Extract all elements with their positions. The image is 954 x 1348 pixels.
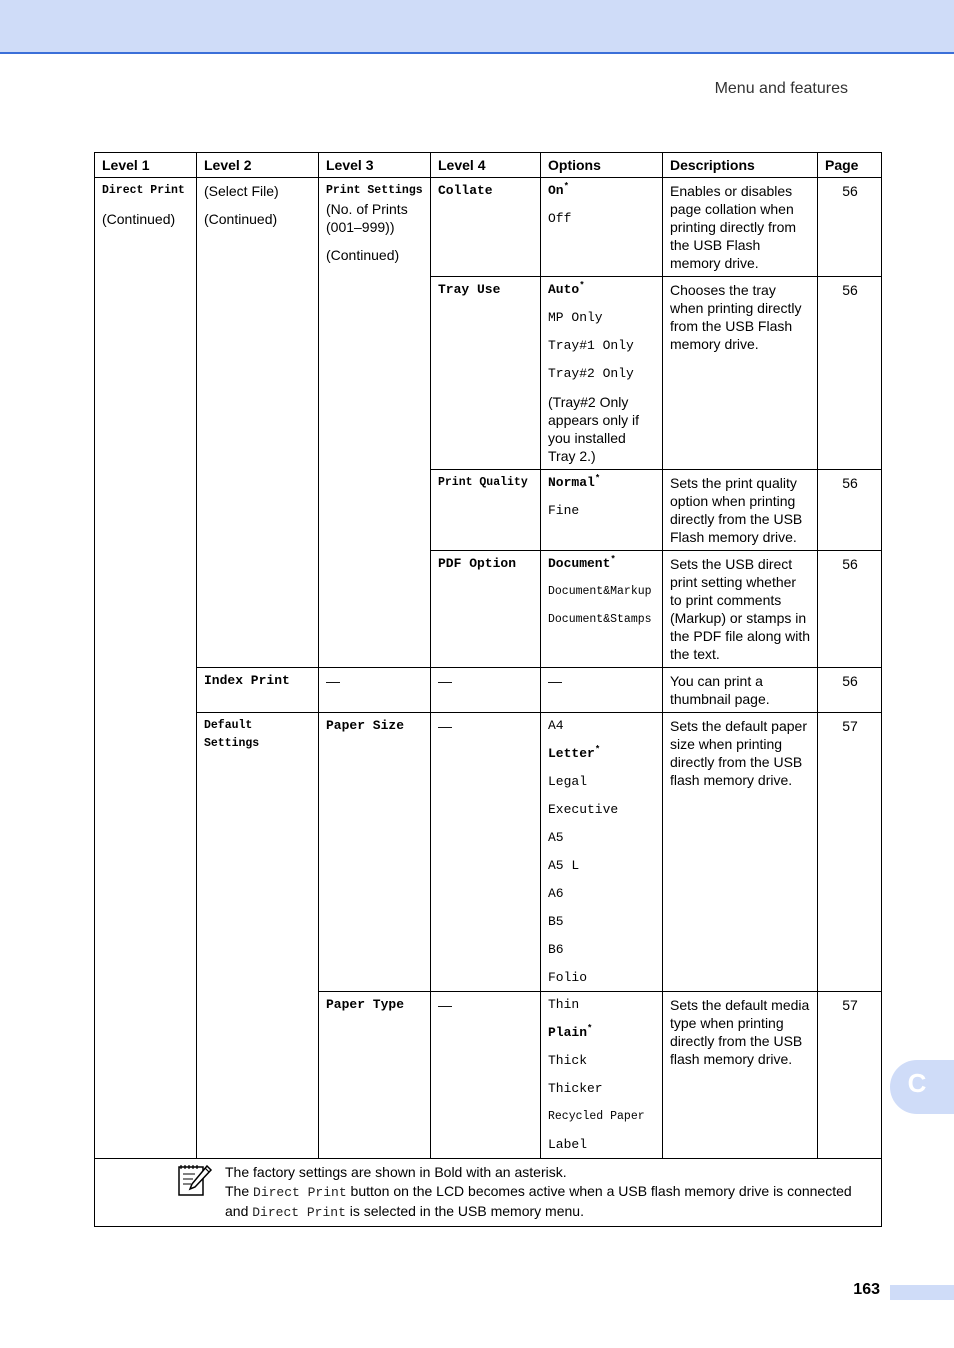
option-default: On* bbox=[548, 181, 570, 198]
options-paper-type bbox=[541, 992, 663, 1159]
level4-print-quality: Print Quality bbox=[431, 470, 541, 551]
option: Thin bbox=[548, 997, 580, 1012]
option: Document&Stamps bbox=[548, 613, 652, 626]
options-paper-size bbox=[541, 713, 663, 992]
col-header: Options bbox=[541, 153, 663, 178]
option: Tray#2 Only bbox=[548, 366, 634, 381]
page-ref: 56 bbox=[818, 551, 882, 668]
col-header: Level 2 bbox=[197, 153, 319, 178]
col-header: Descriptions bbox=[663, 153, 818, 178]
page-ref: 57 bbox=[818, 713, 882, 992]
option: A5 bbox=[548, 830, 564, 845]
page-ref: 56 bbox=[818, 277, 882, 470]
option: Fine bbox=[548, 503, 580, 518]
page-ref: 57 bbox=[818, 992, 882, 1159]
note-pencil-icon bbox=[103, 1163, 225, 1222]
col-header: Level 4 bbox=[431, 153, 541, 178]
option-default: Document* bbox=[548, 554, 616, 571]
level3-paper-type: Paper Type bbox=[319, 992, 431, 1159]
option: Thicker bbox=[548, 1081, 603, 1096]
level4-tray-use: Tray Use bbox=[431, 277, 541, 470]
level4-pdf-option: PDF Option bbox=[431, 551, 541, 668]
note-text bbox=[225, 1163, 852, 1222]
level3-cell bbox=[319, 178, 431, 668]
description: Enables or disables page collation when printing directly from the USB Flash memory drive. bbox=[663, 178, 818, 277]
top-color-band bbox=[0, 0, 954, 54]
table-header-row bbox=[95, 153, 882, 178]
option: Thick bbox=[548, 1053, 588, 1068]
table-row bbox=[95, 668, 882, 713]
option-default: Auto* bbox=[548, 280, 585, 297]
option: Recycled Paper bbox=[548, 1110, 645, 1123]
page-ref: 56 bbox=[818, 470, 882, 551]
option: Label bbox=[548, 1137, 588, 1152]
option: A6 bbox=[548, 886, 564, 901]
page-number: 163 bbox=[853, 1281, 880, 1298]
note-row bbox=[95, 1159, 882, 1227]
option: A5 L bbox=[548, 858, 580, 873]
option: Legal bbox=[548, 774, 588, 789]
options-tray-use bbox=[541, 277, 663, 470]
print-settings-label: Print Settings bbox=[326, 184, 423, 197]
description: Sets the default media type when printing directly from the USB flash memory drive. bbox=[663, 992, 818, 1159]
level1-cell bbox=[95, 178, 197, 1159]
dash: — bbox=[431, 668, 541, 713]
page-ref: 56 bbox=[818, 178, 882, 277]
note-line: The Direct Print button on the LCD becomes active when a USB flash memory drive is connected bbox=[225, 1183, 852, 1200]
page-ref: 56 bbox=[818, 668, 882, 713]
option: Folio bbox=[548, 970, 588, 985]
description: Sets the USB direct print setting whether to print comments (Markup) or stamps in the PDF file along with the text. bbox=[663, 551, 818, 668]
note-line: The factory settings are shown in Bold with an asterisk. bbox=[225, 1164, 567, 1180]
description: Sets the print quality option when printing directly from the USB Flash memory drive. bbox=[663, 470, 818, 551]
level2-cell bbox=[197, 178, 319, 668]
option: Executive bbox=[548, 802, 619, 817]
page-number-bar bbox=[890, 1285, 954, 1300]
dash: — bbox=[541, 668, 663, 713]
dash: — bbox=[319, 668, 431, 713]
option: A4 bbox=[548, 718, 564, 733]
col-header: Level 3 bbox=[319, 153, 431, 178]
level3-paper-size: Paper Size bbox=[319, 713, 431, 992]
print-settings-sub: (No. of Prints (001–999)) bbox=[326, 201, 408, 235]
table-row bbox=[95, 178, 882, 277]
options-collate bbox=[541, 178, 663, 277]
level2-default-settings: Default Settings bbox=[197, 713, 319, 1159]
options-pdf-option bbox=[541, 551, 663, 668]
dash: — bbox=[431, 992, 541, 1159]
description: You can print a thumbnail page. bbox=[663, 668, 818, 713]
option-note: (Tray#2 Only appears only if you installed Tray 2.) bbox=[548, 394, 640, 464]
option-default: Letter* bbox=[548, 744, 601, 761]
option: Tray#1 Only bbox=[548, 338, 634, 353]
menu-table bbox=[94, 152, 882, 1227]
level1-name: Direct Print bbox=[102, 184, 185, 197]
select-file-continued: (Continued) bbox=[204, 211, 278, 227]
select-file-label: (Select File) bbox=[204, 183, 279, 199]
table-row bbox=[95, 713, 882, 992]
col-header: Level 1 bbox=[95, 153, 197, 178]
description: Chooses the tray when printing directly from the USB Flash memory drive. bbox=[663, 277, 818, 470]
note-line: and Direct Print is selected in the USB memory menu. bbox=[225, 1203, 584, 1220]
option: Document&Markup bbox=[548, 585, 652, 598]
level2-index-print: Index Print bbox=[197, 668, 319, 713]
option: B6 bbox=[548, 942, 564, 957]
chapter-tab: C bbox=[890, 1060, 954, 1114]
level4-collate: Collate bbox=[431, 178, 541, 277]
print-settings-continued: (Continued) bbox=[326, 247, 400, 263]
option: MP Only bbox=[548, 310, 603, 325]
level1-continued: (Continued) bbox=[102, 211, 176, 227]
option-default: Plain* bbox=[548, 1023, 593, 1040]
note-cell bbox=[95, 1159, 882, 1227]
option: Off bbox=[548, 211, 572, 226]
dash: — bbox=[431, 713, 541, 992]
col-header: Page bbox=[818, 153, 882, 178]
options-print-quality bbox=[541, 470, 663, 551]
section-title: Menu and features bbox=[714, 80, 848, 97]
option: B5 bbox=[548, 914, 564, 929]
description: Sets the default paper size when printing directly from the USB flash memory drive. bbox=[663, 713, 818, 992]
option-default: Normal* bbox=[548, 473, 601, 490]
